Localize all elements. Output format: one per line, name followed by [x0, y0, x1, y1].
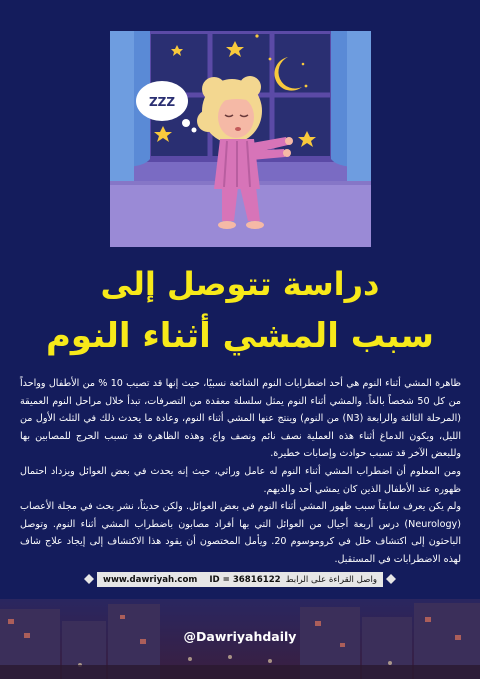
sleepwalking-illustration	[110, 31, 371, 247]
ornament-right-icon	[386, 574, 396, 584]
website-link[interactable]: www.dawriyah.com	[103, 574, 198, 585]
read-more-link-info[interactable]	[103, 575, 281, 585]
night-city-photo	[0, 599, 480, 679]
headline-line-1: دراسة تتوصل إلى	[100, 265, 380, 303]
article-body	[20, 375, 461, 569]
snore-text: ZZZ	[148, 95, 176, 109]
headline-line-2: سبب المشي أثناء النوم	[45, 316, 434, 356]
paragraph-3: ولم يكن يعرف سابقاً سبب ظهور المشي أثناء النوم في بعض العوائل. ولكن حديثاً، نشر بحث في مجلة الأعصاب (Neurology) درس أربعة أجيال من العوائل التي بها أفراد مصابون باضطراب المشي أثناء النوم. وتوصل الباحثون إلى اكتشاف خلل في كروموسوم 20. ويأمل المختصون أن يقود هذا الاكتشاف إلى إيجاد علاج شاف لهذه الاضطرابات في المستقبل.	[20, 501, 461, 565]
ornament-left-icon	[84, 574, 94, 584]
paragraph-1: ظاهرة المشي أثناء النوم هي أحد اضطرابات النوم الشائعة نسبيًا، حيث إنها قد تصيب 10 % من الأطفال وواحداً من كل 50 شخصاً بالغاً. والمشي أثناء النوم يمثل سلسلة معقدة من التصرفات، تبدأ خلال مراحل النوم العميقة (المرحلة الثالثة والرابعة (N3) من النوم) وينتج عنها المشي أثناء النوم، وعادة ما يحدث ذلك في الثلث الأول من الليل، ويكون الدماغ أثناء هذه العملية نصف نائم ونصف واع. وهذه الظاهرة قد تسبب الحرج للمصابين بها وللبعض الآخر قد تسبب حوادث وإصابات خطيرة.	[20, 378, 462, 460]
read-more-strip[interactable]	[97, 572, 383, 587]
article-id: ID = 36816122	[209, 574, 281, 585]
read-more-label: واصل القراءة على الرابط	[285, 574, 377, 585]
paragraph-2: ومن المعلوم أن اضطراب المشي أثناء النوم له عامل وراثي، حيث إنه يحدث في بعض العوائل ويزداد احتمال ظهوره عند الأطفال الذين كان يمشي أحد والديهم.	[20, 465, 461, 495]
social-handle: @Dawriyahdaily	[183, 629, 297, 644]
